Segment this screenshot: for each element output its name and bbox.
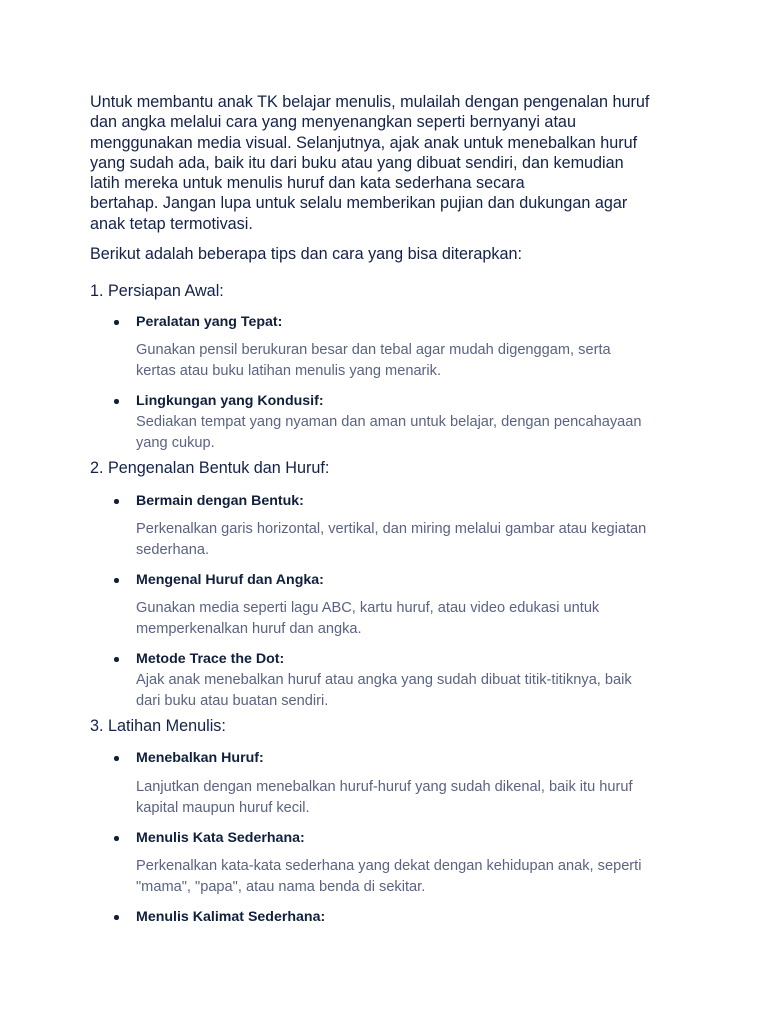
item-description-line: dari buku atau buatan sendiri. — [136, 693, 329, 710]
item-title: Menebalkan Huruf: — [136, 750, 264, 766]
item-description-line: Ajak anak menebalkan huruf atau angka yang sudah dibuat titik-titiknya, baik — [136, 672, 632, 688]
item-description-line: Sediakan tempat yang nyaman dan aman untuk belajar, dengan pencahayaan — [136, 414, 642, 430]
intro-line: dan angka melalui cara yang menyenangkan seperti bernyanyi atau — [90, 113, 576, 132]
item-description-line: Gunakan media seperti lagu ABC, kartu huruf, atau video edukasi untuk — [136, 600, 600, 616]
item-description — [136, 598, 599, 641]
item-description-line: kertas atau buku latihan menulis yang menarik. — [136, 363, 442, 380]
item-description — [136, 340, 611, 383]
section-heading: 3. Latihan Menulis: — [90, 717, 226, 735]
item-title: Bermain dengan Bentuk: — [136, 493, 304, 509]
item-title: Mengenal Huruf dan Angka: — [136, 572, 324, 588]
intro-line: anak tetap termotivasi. — [90, 214, 253, 233]
intro-line: yang sudah ada, baik itu dari buku atau yang dibuat sendiri, dan kemudian — [90, 153, 624, 172]
bullet-icon — [112, 391, 120, 411]
bullet-icon — [112, 312, 120, 332]
item-title: Menulis Kalimat Sederhana: — [136, 909, 326, 925]
bullet-icon — [112, 491, 120, 511]
intro-line: menggunakan media visual. Selanjutnya, ajak anak untuk menebalkan huruf — [90, 133, 638, 152]
item-description — [136, 412, 641, 455]
item-description-line: "mama", "papa", atau nama benda di sekitar. — [136, 879, 426, 896]
item-description-line: Perkenalkan garis horizontal, vertikal, dan miring melalui gambar atau kegiatan — [136, 521, 647, 537]
intro-line: latih mereka untuk menulis huruf dan kata sederhana secara — [90, 174, 525, 193]
intro-line: bertahap. Jangan lupa untuk selalu memberikan pujian dan dukungan agar — [90, 194, 628, 213]
item-description — [136, 777, 633, 820]
bullet-icon — [112, 649, 120, 669]
section-heading: 2. Pengenalan Bentuk dan Huruf: — [90, 459, 330, 477]
item-title: Menulis Kata Sederhana: — [136, 830, 305, 846]
item-description-line: Lanjutkan dengan menebalkan huruf-huruf yang sudah dikenal, baik itu huruf — [136, 779, 633, 795]
item-title: Lingkungan yang Kondusif: — [136, 393, 324, 409]
lead-sentence: Berikut adalah beberapa tips dan cara yang bisa diterapkan: — [90, 245, 522, 263]
bullet-icon — [112, 570, 120, 590]
item-description-line: Perkenalkan kata-kata sederhana yang dekat dengan kehidupan anak, seperti — [136, 858, 642, 874]
item-description — [136, 856, 641, 899]
item-title: Peralatan yang Tepat: — [136, 314, 283, 330]
bullet-icon — [112, 828, 120, 848]
item-description-line: yang cukup. — [136, 435, 215, 452]
intro-line: Untuk membantu anak TK belajar menulis, mulailah dengan pengenalan huruf — [90, 93, 650, 111]
item-description-line: sederhana. — [136, 542, 210, 559]
item-description-line: kapital maupun huruf kecil. — [136, 800, 310, 817]
intro-paragraph — [90, 92, 649, 234]
bullet-icon — [112, 748, 120, 768]
item-description-line: Gunakan pensil berukuran besar dan tebal agar mudah digenggam, serta — [136, 342, 611, 358]
item-description-line: memperkenalkan huruf dan angka. — [136, 621, 362, 638]
item-description — [136, 519, 646, 562]
bullet-icon — [112, 907, 120, 927]
item-title: Metode Trace the Dot: — [136, 651, 285, 667]
section-heading: 1. Persiapan Awal: — [90, 282, 224, 300]
item-description — [136, 670, 632, 713]
